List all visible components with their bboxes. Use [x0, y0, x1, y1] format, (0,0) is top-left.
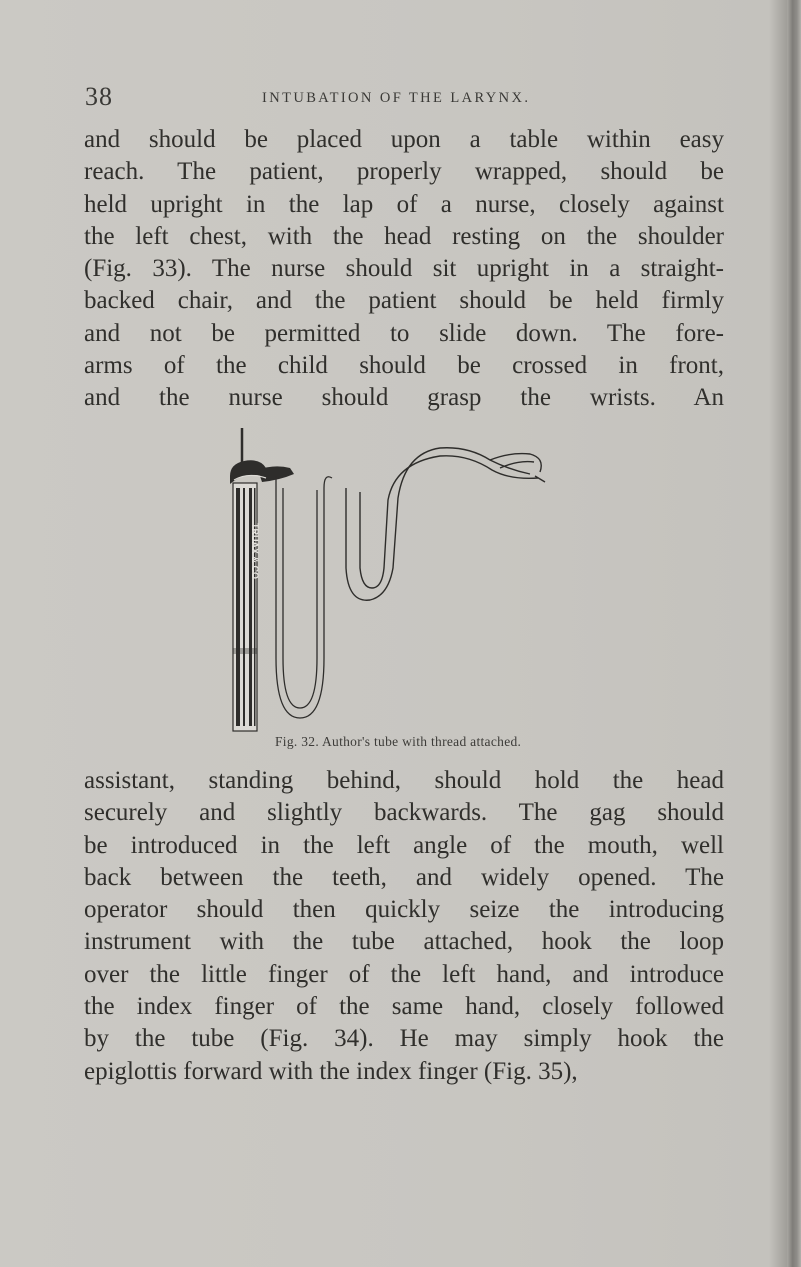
- text-line: back between the teeth, and widely opened. The: [84, 863, 724, 891]
- running-title: INTUBATION OF THE LARYNX.: [262, 90, 531, 106]
- paragraph-2: [84, 765, 724, 1088]
- text-line: (Fig. 33). The nurse should sit upright in a straight-: [84, 255, 724, 283]
- running-head: [0, 82, 801, 112]
- text-line: assistant, standing behind, should hold the head: [84, 767, 724, 794]
- text-line: the index finger of the same hand, closely followed: [84, 993, 724, 1021]
- thread-loop: [276, 476, 332, 718]
- text-line: securely and slightly backwards. The gag should: [84, 799, 724, 827]
- text-line: held upright in the lap of a nurse, closely against: [84, 190, 724, 218]
- text-line: and the nurse should grasp the wrists. An: [84, 384, 724, 412]
- intubation-tube: [346, 448, 545, 600]
- text-line: by the tube (Fig. 34). He may simply hook the: [84, 1025, 724, 1053]
- text-line: and not be permitted to slide down. The fore-: [84, 319, 724, 347]
- text-line: be introduced in the left angle of the mouth, well: [84, 831, 724, 859]
- page-edge-shadow: [787, 0, 801, 1267]
- figure-caption: Fig. 32. Author's tube with thread attached.: [275, 734, 522, 749]
- text-line: reach. The patient, properly wrapped, should be: [84, 158, 724, 186]
- paragraph-1: [84, 124, 724, 415]
- page-number: 38: [85, 82, 113, 111]
- text-line: the left chest, with the head resting on the shoulder: [84, 222, 724, 250]
- text-line: and should be placed upon a table within easy: [84, 126, 724, 153]
- figure-32-tube-illustration: [200, 428, 580, 738]
- handle-lettering: TRUAX & CO: [250, 523, 260, 579]
- text-line: backed chair, and the patient should be held firmly: [84, 287, 724, 315]
- text-line: operator should then quickly seize the introducing: [84, 896, 724, 924]
- text-line: instrument with the tube attached, hook the loop: [84, 928, 724, 956]
- text-line: epiglottis forward with the index finger (Fig. 35),: [84, 1057, 578, 1085]
- text-line: arms of the child should be crossed in front,: [84, 352, 724, 380]
- text-line: over the little finger of the left hand, and introduce: [84, 960, 724, 988]
